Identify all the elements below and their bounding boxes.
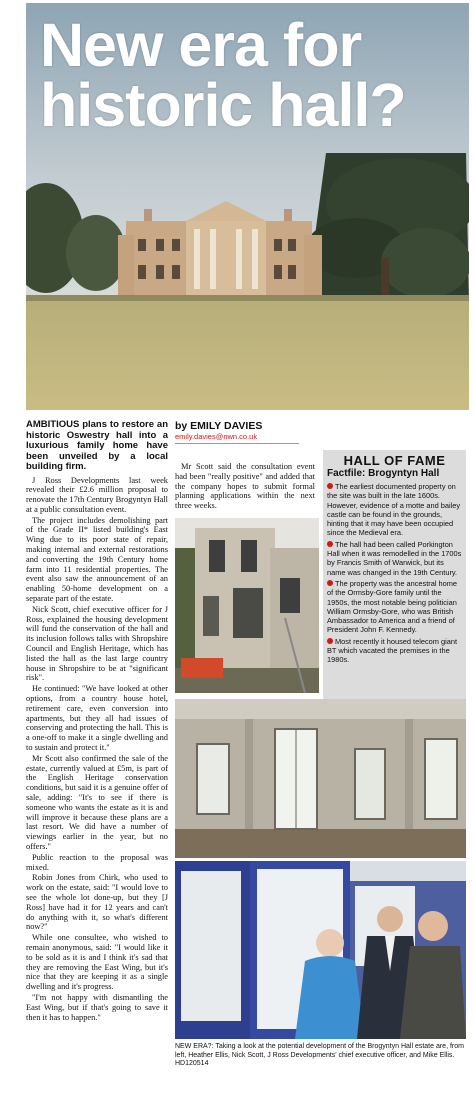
- article-paragraph: Public reaction to the proposal was mixed.: [26, 852, 168, 872]
- east-wing-photo: [175, 518, 319, 693]
- byline-divider: [175, 443, 299, 444]
- article-lead: AMBITIOUS plans to restore an historic Oswestry hall into a luxurious family home have been unveiled by a local building firm.: [26, 419, 168, 472]
- article-paragraph: "I'm not happy with dismantling the East Wing, but if that's going to save it then it has to happen.": [26, 992, 168, 1022]
- interior-room-photo: [175, 699, 466, 858]
- consultation-event-photo: [175, 861, 466, 1039]
- hero-photo: [26, 3, 469, 410]
- article-paragraph: The project includes demolishing part of the Grade II* listed building's East Wing due to its poor state of repair, making internal and external restorations and converting the 19th Century home farm into 11 residential properties. The event also saw the announcement of an enabling 50-home development on a separate part of the estate.: [26, 515, 168, 604]
- factfile-subtitle: Factfile: Brogyntyn Hall: [327, 468, 440, 479]
- factfile-title: HALL OF FAME: [343, 453, 446, 468]
- article-paragraph: Nick Scott, chief executive officer for J Ross, explained the housing development will fund the conservation of the hall and its inclusion follows talks with Shropshire Council and English Heritage, which has listed the hall as the last large country house in Shropshire to be at "significant risk".: [26, 604, 168, 683]
- factfile-box: [323, 450, 466, 722]
- byline-email[interactable]: emily.davies@nwn.co.uk: [175, 432, 258, 441]
- article-column-2: [175, 462, 315, 511]
- article-paragraph: J Ross Developments last week revealed their £2.6 million proposal to renovate the 17th Century Brogyntyn Hall at a public consultation event.: [26, 475, 168, 514]
- byline: [175, 420, 315, 444]
- bullet-icon: [327, 483, 333, 489]
- article-paragraph: Mr Scott also confirmed the sale of the estate, currently valued at £5m, is part of the English Heritage conservation conditions, but said it is a genuine offer of sale, adding: "It's to see if there is someone who wants the estate as it is and will improve it because these plans are a last resort. We did have a number of viewings earlier in the year, but no offers.": [26, 753, 168, 851]
- headline: New era for historic hall?: [40, 11, 406, 139]
- article-paragraph: While one consultee, who wished to remain anonymous, said: "I would like it to be sold as it is and I think it's sad that they are removing the East Wing, but it's nice that they are keeping it as a single dwelling and it's progress.: [26, 933, 168, 992]
- factfile-item: The property was the ancestral home of the Ormsby-Gore family until the 1950s, the most notable being politician William Ormsby-Gore, who was British Ambassador to America and a friend of President John F. Kennedy.: [327, 578, 458, 635]
- article-paragraph: He continued: "We have looked at other options, from a country house hotel, retirement care, even conversion into apartments, but they all had issues of conserving and protecting the hall. This is a one-off to make it a single dwelling and to sustain and protect it.": [26, 684, 168, 753]
- factfile-item: The earliest documented property on the site was built in the late 1600s. However, evidence of a motte and bailey castle can be found in the grounds, hinting that it may have been occupied since the Medieval era.: [327, 482, 461, 538]
- byline-name: by EMILY DAVIES: [175, 420, 263, 432]
- factfile-item: Most recently it housed telecom giant BT which vacated the premises in the 1980s.: [327, 636, 458, 665]
- article-column-1: [26, 420, 168, 1023]
- factfile-item: The hall had been called Porkington Hall when it was remodelled in the 1700s by Francis Smith of Warwick, but its name was changed in the 19th Century.: [327, 539, 462, 577]
- bullet-icon: [327, 638, 333, 644]
- article-paragraph: Mr Scott said the consultation event had been "really positive" and added that the company hopes to submit formal planning applications within the next three weeks.: [175, 462, 315, 511]
- bullet-icon: [327, 541, 333, 547]
- bullet-icon: [327, 580, 333, 586]
- photo-caption: NEW ERA?: Taking a look at the potential development of the Brogyntyn Hall estate are, from left, Heather Ellis, Nick Scott, J Ross Developments' chief executive officer, and Mike Ellis. HD120514: [175, 1043, 464, 1068]
- article-paragraph: Robin Jones from Chirk, who used to work on the estate, said: "I would love to see the whole lot done-up, but they [J Ross] have had it for 12 years and can't do anything with it, so what's different now?": [26, 873, 168, 932]
